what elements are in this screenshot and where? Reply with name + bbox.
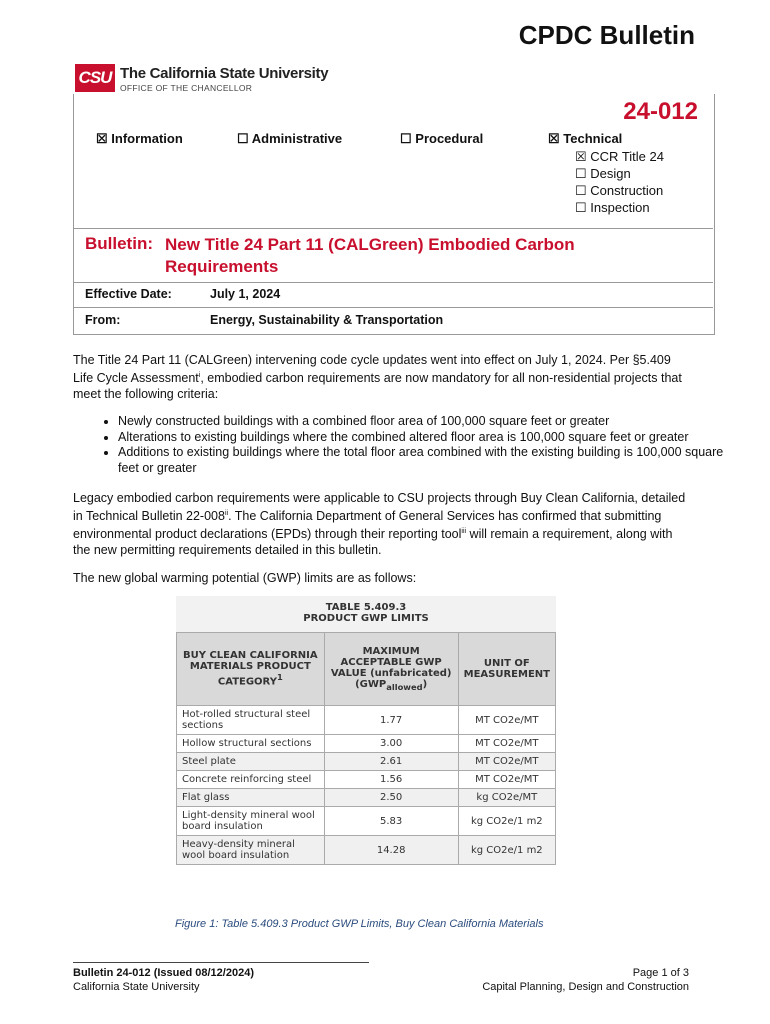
list-item: • Alterations to existing buildings where the combined altered floor area is 100,000 square feet or greater (118, 430, 743, 446)
table-row: Concrete reinforcing steel 1.56 MT CO2e/MT (177, 771, 556, 789)
divider (73, 282, 713, 283)
category-procedural: ☐ Procedural (400, 131, 484, 146)
checkbox-checked-icon: ☒ (575, 149, 587, 164)
category-information: ☒ Information (96, 131, 183, 146)
footer-page-number: Page 1 of 3 (632, 967, 689, 979)
figure-caption: Figure 1: Table 5.409.3 Product GWP Limits, Buy Clean California Materials (175, 918, 544, 930)
logo-name: The California State University (120, 65, 329, 82)
from-label: From: (85, 313, 121, 327)
checkbox-checked-icon: ☒ (548, 131, 560, 146)
technical-sub-construction: ☐ Construction (575, 183, 664, 198)
checkbox-empty-icon: ☐ (237, 131, 249, 146)
document-title: CPDC Bulletin (518, 20, 695, 50)
table-row: Steel plate 2.61 MT CO2e/MT (177, 753, 556, 771)
effective-date-value: July 1, 2024 (210, 287, 281, 301)
checkbox-empty-icon: ☐ (575, 166, 587, 181)
table-row: Flat glass 2.50 kg CO2e/MT (177, 789, 556, 807)
technical-sub-inspection: ☐ Inspection (575, 200, 650, 215)
table-row: Hollow structural sections 3.00 MT CO2e/MT (177, 735, 556, 753)
list-item: • Newly constructed buildings with a combined floor area of 100,000 square feet or greater (118, 414, 743, 430)
bulletin-title: New Title 24 Part 11 (CALGreen) Embodied Carbon Requirements (165, 235, 575, 276)
footer-department: Capital Planning, Design and Construction (482, 981, 689, 993)
divider (73, 307, 713, 308)
category-administrative: ☐ Administrative (237, 131, 343, 146)
table-row: Light-density mineral wool board insulation 5.83 kg CO2e/1 m2 (177, 807, 556, 836)
checkbox-empty-icon: ☐ (575, 183, 587, 198)
checkbox-checked-icon: ☒ (96, 131, 108, 146)
table-row: Heavy-density mineral wool board insulation 14.28 kg CO2e/1 m2 (177, 836, 556, 865)
divider (73, 228, 713, 229)
checkbox-empty-icon: ☐ (575, 200, 587, 215)
column-header-unit: UNIT OF MEASUREMENT (458, 633, 555, 706)
column-header-gwp: MAXIMUM ACCEPTABLE GWP VALUE (unfabricated) $(GWP_{allowed})$ (324, 633, 458, 706)
gwp-intro-paragraph: The new global warming potential (GWP) limits are as follows: (73, 571, 417, 585)
bulletin-number: 24-012 (623, 98, 698, 125)
footer-bulletin-issued: Bulletin 24-012 (Issued 08/12/2024) (73, 967, 254, 979)
effective-date-label: Effective Date: (85, 287, 172, 301)
footer-university: California State University (73, 981, 200, 993)
category-technical: ☒ Technical (548, 131, 623, 146)
from-value: Energy, Sustainability & Transportation (210, 313, 444, 327)
table-title: TABLE 5.409.3 PRODUCT GWP LIMITS (176, 596, 556, 632)
criteria-list (73, 414, 743, 476)
checkbox-empty-icon: ☐ (400, 131, 412, 146)
technical-sub-ccr: ☒ CCR Title 24 (575, 149, 664, 164)
intro-paragraph: The Title 24 Part 11 (CALGreen) intervening code cycle updates went into effect on July 1, 2024. Per §5.409 Life Cycle Assessment$^i$, embodied carbon requirements are now mandatory for all non-residential projects that meet the following criteria: (73, 353, 682, 402)
footer-rule (73, 962, 369, 963)
csu-logo-mark: CSU (75, 64, 115, 92)
csu-logo (75, 64, 335, 94)
bulletin-label: Bulletin: (85, 234, 153, 253)
logo-subtitle: OFFICE OF THE CHANCELLOR (120, 83, 253, 93)
technical-sub-design: ☐ Design (575, 166, 631, 181)
column-header-category: BUY CLEAN CALIFORNIA MATERIALS PRODUCT CATEGORY$^1$ (177, 633, 325, 706)
list-item: • Additions to existing buildings where the total floor area combined with the existing building is 100,000 square feet or greater (118, 445, 743, 476)
legacy-paragraph: Legacy embodied carbon requirements were applicable to CSU projects through Buy Clean California, detailed in Technical Bulletin 22-008$^{ii}$. The California Department of General Services has confirmed that submitting environmental product declarations (EPDs) through their reporting tool$^{iii}$ will remain a requirement, along with the new permitting requirements detailed in this bulletin. (73, 491, 686, 558)
table-row: Hot-rolled structural steel sections 1.77 MT CO2e/MT (177, 706, 556, 735)
gwp-limits-table (176, 632, 556, 865)
gwp-table-figure (176, 596, 556, 916)
